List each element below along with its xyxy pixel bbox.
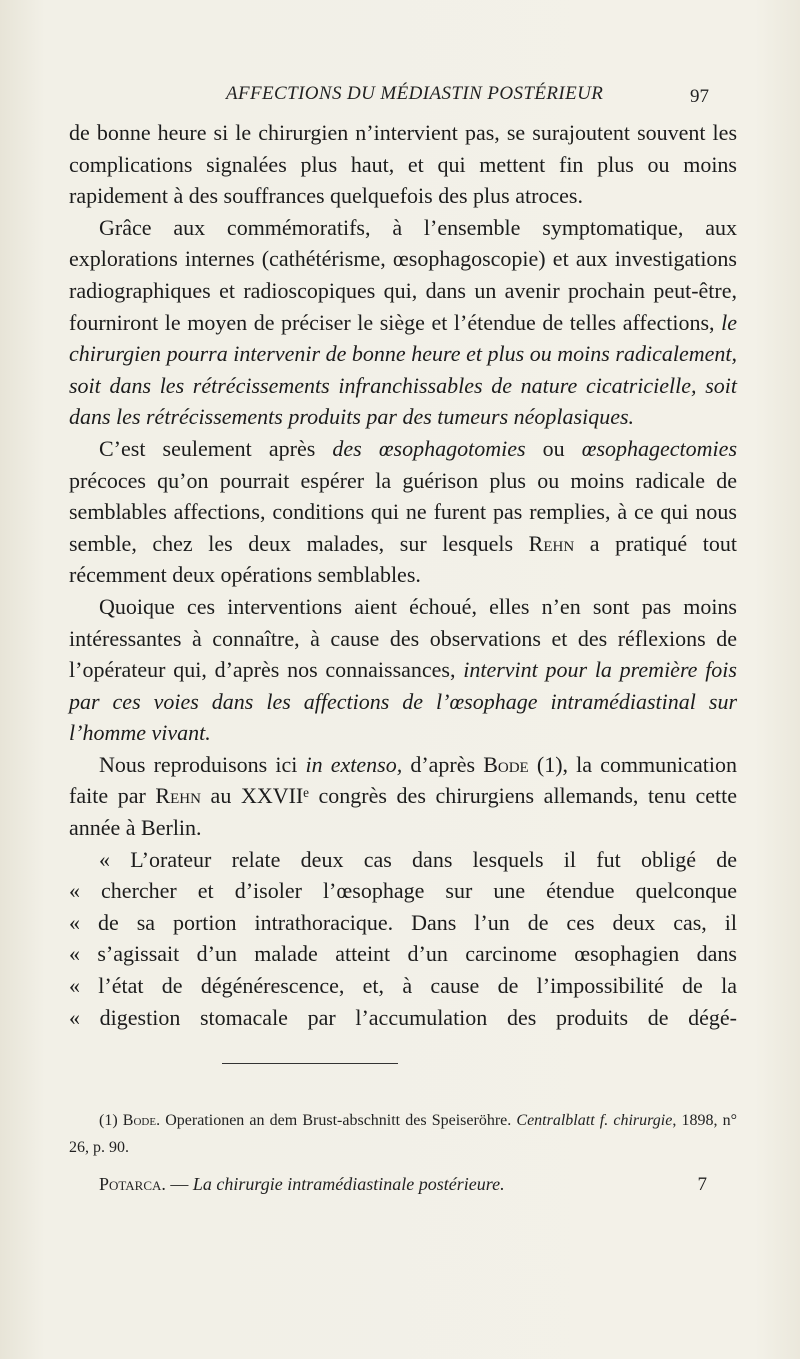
footnote-details: , 1898, n° 26, p. 90. <box>69 1112 737 1156</box>
author-name: Rehn <box>528 530 575 556</box>
footnote-marker: (1) <box>99 1112 123 1129</box>
paragraph-text: d’après <box>402 751 484 777</box>
printer-signature-line <box>99 1174 707 1196</box>
author-name: Bode <box>483 751 529 777</box>
footnote-text: . Operationen an dem Brust-abschnitt des Speiseröhre. <box>156 1112 517 1129</box>
paragraph-quoique <box>69 591 737 749</box>
signature-number: 7 <box>697 1174 707 1195</box>
quote-line: « digestion stomacale par l’accumulation des produits de dégé- <box>69 1004 737 1030</box>
quote-line: « L’orateur relate deux cas dans lesquels il fut obligé de <box>99 846 737 872</box>
paragraph-text: C’est seulement après <box>99 435 333 461</box>
running-head: AFFECTIONS DU MÉDIASTIN POSTÉRIEUR <box>226 83 604 104</box>
quote-line: « chercher et d’isoler l’œsophage sur une étendue quelconque <box>69 878 737 904</box>
paragraph-text: Quoique ces interventions aient échoué, elles n’en sont pas moins intéressantes à connaître, à cause des observations et des réflexions de l’opérateur qui, d’après nos connaissances, <box>69 593 737 683</box>
author-name: Rehn <box>155 783 201 809</box>
quote-line: « l’état de dégénérescence, et, à cause de l’impossibilité de la <box>69 973 737 999</box>
paragraph-grace <box>69 212 737 433</box>
italic-text: le chirurgien pourra intervenir de bonne heure et plus ou moins radicalement, soit dans les rétrécissements infranchissables de nature cicatricielle, soit dans les rétrécissements produits par des tumeurs néoplasiques. <box>69 309 737 430</box>
paragraph-text: a pratiqué tout récemment deux opérations semblables. <box>69 530 737 588</box>
body-text <box>69 117 737 1033</box>
page-number: 97 <box>690 86 709 107</box>
paragraph-text: ou <box>525 435 582 461</box>
italic-text: in extenso, <box>305 751 403 777</box>
paragraph-nous-reproduisons <box>69 749 737 844</box>
signature-book-title: La chirurgie intramédiastinale postérieure. <box>192 1174 505 1194</box>
paragraph-text: au XXVIIᵉ congrès des chirurgiens allemands, tenu cette année à Berlin. <box>69 783 738 841</box>
italic-text: intervint pour la première fois par ces voies dans les affections de l’œsophage intramédiastinal sur l’homme vivant. <box>69 657 737 746</box>
signature-author: Potarca <box>99 1174 162 1194</box>
footnote-journal: Centralblatt f. chirurgie <box>516 1112 673 1129</box>
footnote-1 <box>69 1107 737 1161</box>
italic-text: des œsophagotomies <box>332 435 526 461</box>
signature-dash: . — <box>161 1174 193 1194</box>
quotation <box>69 844 737 1034</box>
paragraph-text: Nous reproduisons ici <box>99 751 306 777</box>
paragraph-text: (1), la communication faite par <box>69 751 738 809</box>
paragraph-text: précoces qu’on pourrait espérer la guérison plus ou moins radicale de semblables affections, conditions qui ne furent pas remplies, à ce qui nous semble, chez les deux malades, sur lesquels <box>69 467 737 556</box>
quote-line: « de sa portion intrathoracique. Dans l’un de ces deux cas, il <box>69 909 737 935</box>
footnote-author: Bode <box>122 1112 157 1129</box>
footnotes <box>69 1107 737 1161</box>
paragraph-continued: de bonne heure si le chirurgien n’intervient pas, se surajoutent souvent les complications signalées plus haut, et qui mettent fin plus ou moins rapidement à des souffrances quelquefois des plus atroces. <box>69 120 737 209</box>
paragraph-oesophagotomies <box>69 433 737 591</box>
footnote-divider <box>222 1063 398 1064</box>
signature-title <box>99 1174 505 1196</box>
paragraph-text: Grâce aux commémoratifs, à l’ensemble symptomatique, aux explorations internes (cathétérisme, œsophagoscopie) et aux investigations radiographiques et radioscopiques qui, dans un avenir prochain peut-être, fourniront le moyen de préciser le siège et l’étendue de telles affections, <box>69 214 737 335</box>
quote-line: « s’agissait d’un malade atteint d’un carcinome œsophagien dans <box>69 941 737 967</box>
italic-text: œsophagectomies <box>581 435 737 461</box>
